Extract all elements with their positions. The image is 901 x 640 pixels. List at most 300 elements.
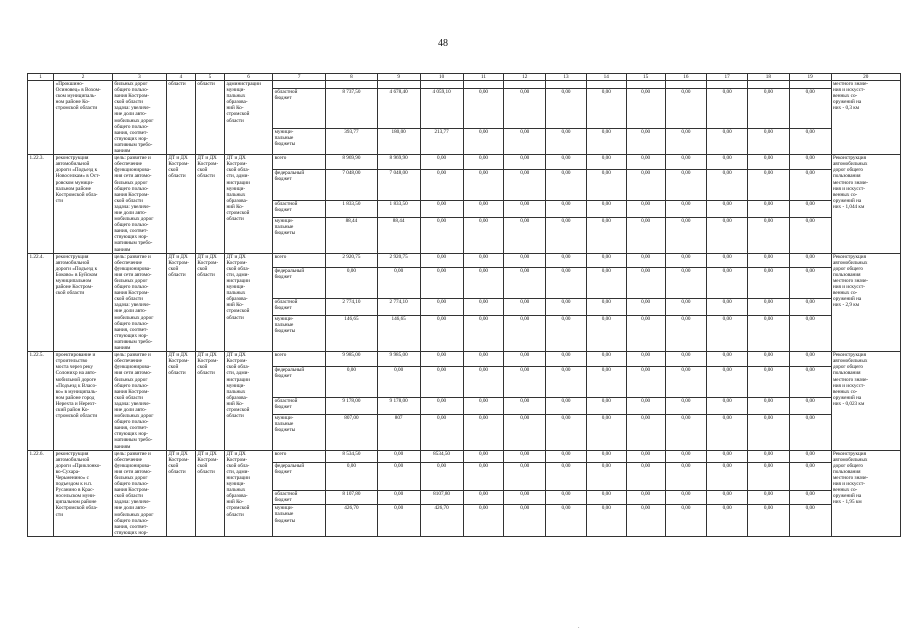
funding-amount: 0,00 [463,128,504,154]
funding-amount: 0,00 [789,88,831,128]
funding-amount: 0,00 [586,200,626,217]
funding-amount: 0,00 [665,352,707,366]
funding-source: федеральный бюджет [273,169,326,200]
funding-amount: 426,70 [326,505,378,537]
funding-source: муници- пальные бюджеты [273,414,326,450]
funding-amount: 0,00 [420,217,463,253]
funding-amount: 0,00 [707,155,748,169]
funding-amount: 0,00 [546,253,587,267]
funding-amount: 0,00 [377,268,420,299]
funding-amount: 0,00 [665,463,707,490]
executor: ДТ и ДХ Костром- ской обла- сти, адми- нистрации муници- пальных образова- ний Ко- стромской области [224,352,272,451]
funding-amount [420,81,463,89]
funding-source: всего [273,155,326,169]
table-row [28,155,901,169]
event-name: реконструкция автомобильной дороги «Подъезд к Боково» в Буйском муниципальном районе Костром- ской области [54,253,113,352]
funding-amount: 7 048,00 [377,169,420,200]
funding-amount: 0,00 [586,352,626,366]
funding-source: всего [273,352,326,366]
funding-amount: 0,00 [420,316,463,352]
funding-amount: 0,00 [586,316,626,352]
funding-amount: 0,00 [665,169,707,200]
funding-amount: 0,00 [546,505,587,537]
funding-amount: 0,00 [586,253,626,267]
funding-amount: 0,00 [665,414,707,450]
funding-amount: 0,00 [546,450,587,463]
page-number: 48 [438,38,448,49]
funding-amount: 0,00 [626,155,665,169]
funding-amount: 0,00 [707,414,748,450]
funding-amount: 0,00 [586,366,626,397]
funding-amount: 0,00 [707,299,748,316]
funding-amount: 0,00 [504,88,546,128]
funding-amount: 0,00 [546,200,587,217]
funding-amount: 0,00 [789,352,831,366]
funding-amount: 9 985,00 [377,352,420,366]
program-table [27,73,901,537]
funding-amount: 0,00 [504,463,546,490]
funding-amount: 0,00 [504,268,546,299]
funding-amount: 0,00 [665,155,707,169]
funding-amount: 0,00 [665,450,707,463]
funding-amount: 8 737,50 [326,88,378,128]
funding-amount: 0,00 [463,268,504,299]
funding-amount [626,81,665,89]
funding-amount: 0,00 [586,169,626,200]
funding-amount: 0,00 [626,128,665,154]
funding-amount: 0,00 [707,505,748,537]
customer: ДТ и ДХ Костром- ской области [166,352,195,451]
funding-amount: 0,00 [748,352,790,366]
funding-amount: 0,00 [377,490,420,505]
funding-amount: 807 [377,414,420,450]
funding-amount [665,81,707,89]
customer: ДТ и ДХ Костром- ской области [166,253,195,352]
funding-amount: 8 969,90 [326,155,378,169]
funding-amount: 0,00 [707,463,748,490]
funding-amount: 0,00 [665,505,707,537]
funding-amount: 0,00 [546,88,587,128]
expected-result: Реконструкция автомобильных дорог общего пользования местного значе- ния и искусст- венных со- оружений на них - 2,9 км [831,253,901,352]
funding-amount: 0,00 [748,505,790,537]
funding-amount: 0,00 [504,155,546,169]
funding-amount: 0,00 [504,450,546,463]
funding-amount: 7 048,00 [326,169,378,200]
funding-amount: 0,00 [748,490,790,505]
funding-amount: 0,00 [504,200,546,217]
funding-amount: 0,00 [789,450,831,463]
funding-amount: 2 920,75 [326,253,378,267]
funding-amount: 0,00 [463,316,504,352]
funding-amount: 0,00 [665,200,707,217]
expected-result: местного значе- ния и искусст- венных со- оружений на них - 0,3 км [831,81,901,155]
funding-amount: 0,00 [586,128,626,154]
funding-amount: 0,00 [326,366,378,397]
column-number: 18 [748,74,790,81]
funding-amount: 0,00 [546,316,587,352]
funding-amount: 0,00 [326,268,378,299]
funding-amount: 0,00 [326,463,378,490]
funding-amount: 0,00 [789,505,831,537]
table-row [28,81,901,89]
funding-amount: 0,00 [748,299,790,316]
funding-amount: 9 178,00 [377,397,420,414]
funding-amount: 9 985,00 [326,352,378,366]
funding-amount: 0,00 [748,316,790,352]
funding-amount: 0,00 [665,299,707,316]
funding-source: областной бюджет [273,88,326,128]
funding-amount: 0,00 [504,299,546,316]
funding-amount: 0,00 [586,450,626,463]
funding-amount [326,81,378,89]
column-number: 9 [377,74,420,81]
event-goal: цель: развитие и обеспечение функционирова- ния сети автомо- бильных дорог общего пользо- вания Костром- ской области задача: увеличе- ние доли авто- мобильных дорог общего пользо- вания, соответ- ствующих нор- [112,450,166,536]
column-number: 4 [166,74,195,81]
funding-amount: 0,00 [420,155,463,169]
funding-amount: 0,00 [546,397,587,414]
column-number: 7 [273,74,326,81]
funding-amount: 0,00 [626,505,665,537]
funding-amount: 0,00 [504,366,546,397]
column-number: 15 [626,74,665,81]
event-number: 1.22.6. [28,450,54,536]
event-name: реконструкция автомобильной дороги «Подъезд к Новоселкам» в Ост- ровском муници- пальном районе Костромской обла- сти [54,155,113,254]
column-number: 6 [224,74,272,81]
funding-amount: 0,00 [665,88,707,128]
funding-amount: 0,00 [463,463,504,490]
funding-amount: 0,00 [707,128,748,154]
column-number-row [28,74,901,81]
funding-amount: 0,00 [626,169,665,200]
expected-result: Реконструкция автомобильных дорог общего пользования местного значе- ния и искусст- венных со- оружений на них - 1,95 км [831,450,901,536]
funding-amount: 0,00 [586,155,626,169]
funding-amount: 0,00 [665,217,707,253]
funding-amount: 180,00 [377,128,420,154]
funding-amount: 0,00 [789,200,831,217]
funding-amount: 8 107,80 [326,490,378,505]
funding-amount: 0,00 [707,490,748,505]
funding-amount: 0,00 [665,490,707,505]
funding-amount: 0,00 [789,299,831,316]
funding-amount: 0,00 [420,299,463,316]
funding-amount: 0,00 [748,253,790,267]
funding-amount: 0,00 [546,366,587,397]
funding-amount: 0,00 [748,366,790,397]
expected-result: Реконструкция автомобильных дорог общего пользования местного значе- ния и искусст- венных со- оружений на них - 0,023 км [831,352,901,451]
funding-amount: 0,00 [626,299,665,316]
funding-amount: 0,00 [463,490,504,505]
funding-amount: 0,00 [504,505,546,537]
executor: ДТ и ДХ Костром- ской обла- сти, адми- нистрации муници- пальных образова- ний Ко- стромской области [224,253,272,352]
event-number: 1.22.4. [28,253,54,352]
funding-amount: 0,00 [546,155,587,169]
funding-amount: 0,00 [707,316,748,352]
funding-amount: 88,44 [377,217,420,253]
funding-source: областной бюджет [273,200,326,217]
funding-source: муници- пальные бюджеты [273,505,326,537]
funding-amount: 0,00 [626,366,665,397]
funding-amount: 8 534,50 [326,450,378,463]
funding-amount: 0,00 [586,299,626,316]
funding-amount: 0,00 [665,253,707,267]
funding-amount [586,81,626,89]
funding-amount: 0,00 [546,217,587,253]
funding-amount: 0,00 [463,505,504,537]
funding-amount: 0,00 [504,414,546,450]
event-name: проектирование и строительство моста через реку Солонихр на авто- мобильной дороге «Подъезд к Власо- во» в муниципаль- ном районе город Нерехта и Нерехт- ский район Ко- стромской области [54,352,113,451]
column-number: 5 [195,74,224,81]
funding-amount: 0,00 [420,397,463,414]
funding-amount: 0,00 [463,414,504,450]
funding-amount: 0,00 [546,352,587,366]
funding-amount: 0,00 [707,88,748,128]
funding-amount: 0,00 [420,414,463,450]
funding-amount: 0,00 [504,217,546,253]
executor: ДТ и ДХ Костром- ской обла- сти, адми- нистрации муници- пальных образова- ний Ко- стромской области [224,155,272,254]
funding-amount: 0,00 [626,352,665,366]
funding-amount: 0,00 [420,366,463,397]
funding-amount: 0,00 [377,366,420,397]
funding-amount: 0,00 [748,155,790,169]
funding-amount: 146,65 [377,316,420,352]
funding-amount: 0,00 [748,217,790,253]
funding-source: муници- пальные бюджеты [273,217,326,253]
funding-amount: 0,00 [420,268,463,299]
funding-amount: 0,00 [748,414,790,450]
funding-amount: 0,00 [789,490,831,505]
funding-amount: 0,00 [626,450,665,463]
funding-amount: 0,00 [707,397,748,414]
funding-amount: 0,00 [707,169,748,200]
funding-amount: 0,00 [377,463,420,490]
funding-amount: 0,00 [586,414,626,450]
funding-amount: 0,00 [707,253,748,267]
event-goal: бильных дорог общего пользо- вания Костром- ской области задача: увеличе- ние доли авто- мобильных дорог общего пользо- вания, соответ- ствующих нор- мативным требо- ваниям [112,81,166,155]
funding-amount: 0,00 [463,253,504,267]
column-number: 17 [707,74,748,81]
funding-amount: 426,70 [420,505,463,537]
funding-source: федеральный бюджет [273,463,326,490]
funding-amount: 0,00 [665,128,707,154]
column-number: 10 [420,74,463,81]
column-number: 8 [326,74,378,81]
column-number: 11 [463,74,504,81]
funding-amount: 0,00 [789,414,831,450]
co-executor: ДТ и ДХ Костром- ской области [195,155,224,254]
executor: ДТ и ДХ Костром- ской обла- сти, адми- нистрации муници- пальных образова- ний Ко- стромской области [224,450,272,536]
funding-amount [707,81,748,89]
funding-amount: 0,00 [504,352,546,366]
funding-amount: 8 969,90 [377,155,420,169]
funding-amount: 0,00 [748,88,790,128]
co-executor: ДТ и ДХ Костром- ской области [195,253,224,352]
funding-amount [377,81,420,89]
event-name: «Прокшино- Осиновец» в Вохом- ском муниципаль- ном районе Ко- стромской области [54,81,113,155]
funding-amount: 2 774,10 [377,299,420,316]
funding-amount: 0,00 [626,414,665,450]
funding-amount: 0,00 [546,490,587,505]
funding-amount: 213,77 [420,128,463,154]
funding-amount: 0,00 [789,316,831,352]
funding-source: областной бюджет [273,299,326,316]
funding-source [273,81,326,89]
funding-amount: 0,00 [377,505,420,537]
funding-amount [546,81,587,89]
funding-amount: 0,00 [789,128,831,154]
funding-amount: 0,00 [504,253,546,267]
funding-amount: 0,00 [626,217,665,253]
funding-amount: 0,00 [463,397,504,414]
funding-amount: 0,00 [420,253,463,267]
funding-amount: 0,00 [463,217,504,253]
funding-amount: 0,00 [626,88,665,128]
funding-amount: 9 178,00 [326,397,378,414]
funding-amount: 0,00 [546,414,587,450]
funding-amount: 88,44 [326,217,378,253]
funding-amount: 0,00 [504,490,546,505]
funding-amount [463,81,504,89]
funding-amount: 0,00 [463,450,504,463]
funding-amount: 0,00 [789,397,831,414]
funding-amount: 0,00 [789,253,831,267]
funding-amount: 0,00 [463,352,504,366]
funding-amount: 0,00 [707,352,748,366]
column-number: 16 [665,74,707,81]
funding-amount: 0,00 [626,200,665,217]
funding-amount: 0,00 [463,366,504,397]
executor: администрации муници- пальных образова- ний Ко- стромской области [224,81,272,155]
funding-amount: 146,65 [326,316,378,352]
event-goal: цель: развитие и обеспечение функционирова- ния сети автомо- бильных дорог общего пользо- вания Костром- ской области задача: увеличе- ние доли авто- мобильных дорог общего пользо- вания, соответ- ствующих нор- мативным требо- ваниям [112,253,166,352]
funding-amount: 807,00 [326,414,378,450]
table-row [28,450,901,463]
funding-amount: 0,00 [789,169,831,200]
funding-amount: 0,00 [626,490,665,505]
stray-mark: . [578,624,580,630]
column-number: 20 [831,74,901,81]
funding-amount: 0,00 [546,299,587,316]
column-number: 19 [789,74,831,81]
funding-amount: 0,00 [504,316,546,352]
funding-amount: 0,00 [546,463,587,490]
funding-amount: 0,00 [586,88,626,128]
funding-amount: 0,00 [420,463,463,490]
funding-amount [748,81,790,89]
funding-amount: 0,00 [707,200,748,217]
event-number [28,81,54,155]
funding-amount: 0,00 [504,169,546,200]
funding-amount: 0,00 [586,463,626,490]
funding-amount: 0,00 [586,490,626,505]
column-number: 3 [112,74,166,81]
funding-amount: 0,00 [463,88,504,128]
funding-amount: 0,00 [463,299,504,316]
funding-amount: 0,00 [504,397,546,414]
column-number: 1 [28,74,54,81]
funding-amount: 0,00 [546,169,587,200]
funding-amount: 4 678,40 [377,88,420,128]
funding-amount: 0,00 [626,397,665,414]
funding-amount: 2 774,10 [326,299,378,316]
funding-amount: 0,00 [420,352,463,366]
funding-amount: 0,00 [748,128,790,154]
column-number: 2 [54,74,113,81]
funding-amount: 0,00 [748,450,790,463]
funding-source: всего [273,450,326,463]
funding-amount: 0,00 [626,463,665,490]
funding-amount: 0,00 [789,366,831,397]
funding-amount: 0,00 [707,268,748,299]
funding-amount: 4 059,10 [420,88,463,128]
table-row [28,352,901,366]
funding-amount: 0,00 [463,200,504,217]
funding-amount: 0,00 [665,397,707,414]
funding-amount: 0,00 [546,128,587,154]
co-executor: ДТ и ДХ Костром- ской области [195,352,224,451]
funding-source: федеральный бюджет [273,268,326,299]
expected-result: Реконструкция автомобильных дорог общего пользования местного значе- ния и искусст- венных со- оружений на них - 1,044 км [831,155,901,254]
funding-amount: 0,00 [626,316,665,352]
funding-amount: 0,00 [665,366,707,397]
funding-amount: 0,00 [748,200,790,217]
funding-amount: 0,00 [748,268,790,299]
co-executor: ДТ и ДХ Костром- ской области [195,450,224,536]
funding-amount: 0,00 [463,169,504,200]
funding-source: областной бюджет [273,397,326,414]
funding-amount: 0,00 [707,450,748,463]
funding-amount: 0,00 [748,397,790,414]
funding-amount: 8534,50 [420,450,463,463]
funding-amount: 0,00 [586,217,626,253]
event-number: 1.22.5. [28,352,54,451]
funding-amount: 0,00 [626,253,665,267]
column-number: 13 [546,74,587,81]
funding-amount: 393,77 [326,128,378,154]
event-number: 1.22.3. [28,155,54,254]
funding-amount: 0,00 [789,463,831,490]
customer: ДТ и ДХ Костром- ской области [166,450,195,536]
funding-amount: 0,00 [586,505,626,537]
funding-amount: 0,00 [665,268,707,299]
funding-amount: 0,00 [420,200,463,217]
funding-amount: 0,00 [626,268,665,299]
funding-amount: 0,00 [586,397,626,414]
customer: области [166,81,195,155]
funding-source: федеральный бюджет [273,366,326,397]
funding-amount: 0,00 [707,217,748,253]
funding-amount: 1 833,50 [377,200,420,217]
funding-amount: 1 833,50 [326,200,378,217]
funding-source: муници- пальные бюджеты [273,128,326,154]
funding-amount: 0,00 [586,268,626,299]
funding-amount: 0,00 [377,450,420,463]
funding-amount [789,81,831,89]
event-goal: цель: развитие и обеспечение функционирова- ния сети автомо- бильных дорог общего пользо- вания Костром- ской области задача: увеличе- ние доли авто- мобильных дорог общего пользо- вания, соответ- ствующих нор- мативным требо- ваниям [112,155,166,254]
event-name: реконструкция автомобильной дороги «Приклонко- во-Сухара- Черьменино» с подъездом к н.п. Русанино в Крас- носельском муни- ципальном районе Костромской обла- сти [54,450,113,536]
funding-amount: 0,00 [748,463,790,490]
funding-source: всего [273,253,326,267]
funding-amount: 0,00 [546,268,587,299]
funding-amount: 0,00 [420,169,463,200]
funding-amount [504,81,546,89]
column-number: 12 [504,74,546,81]
table-row [28,253,901,267]
funding-amount: 0,00 [463,155,504,169]
funding-amount: 0,00 [748,169,790,200]
customer: ДТ и ДХ Костром- ской области [166,155,195,254]
funding-amount: 2 920,75 [377,253,420,267]
column-number: 14 [586,74,626,81]
